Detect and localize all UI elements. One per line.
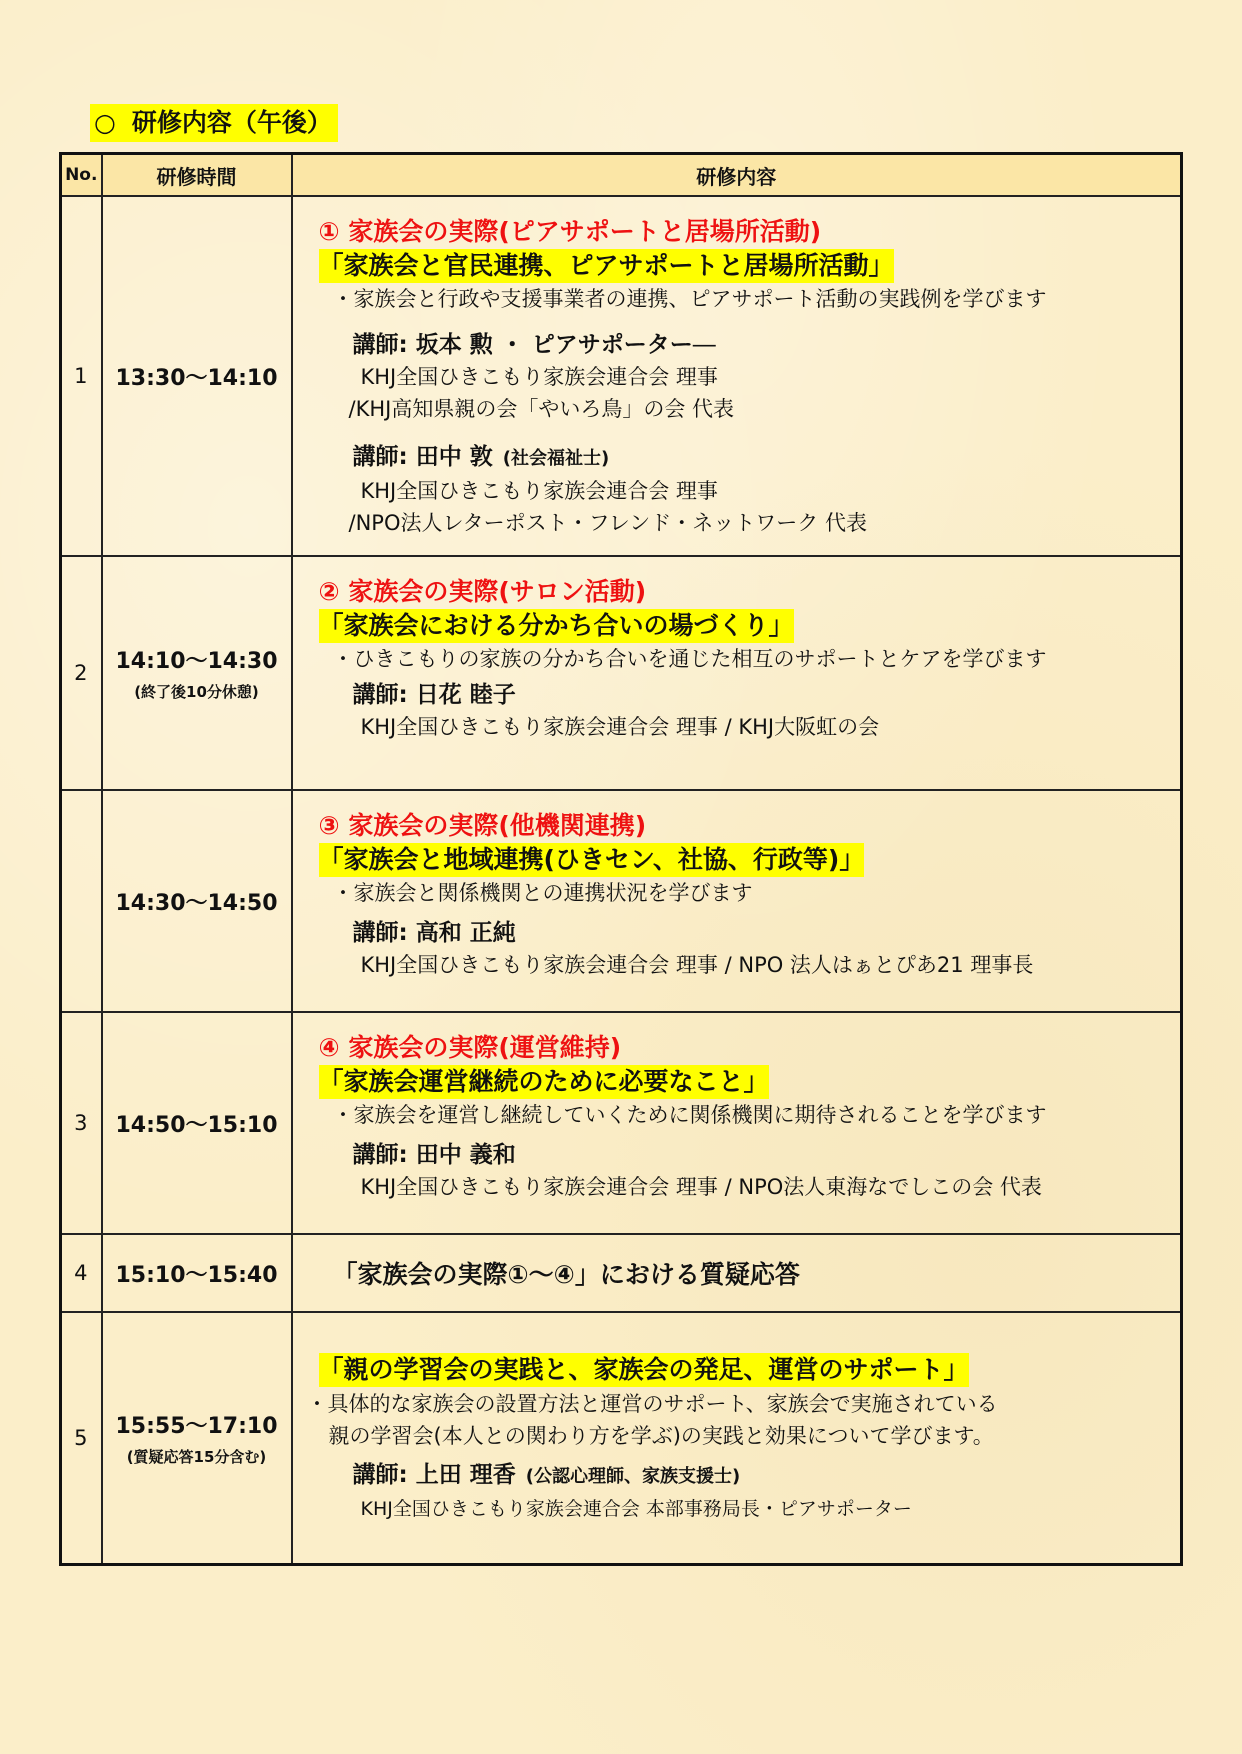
header-row [61, 154, 1182, 197]
table-row [61, 556, 1182, 790]
lecturer-affiliation: KHJ全国ひきこもり家族会連合会 理事 / NPO 法人はぁとぴあ21 理事長 [360, 953, 1034, 977]
heading-text: 研修内容（午後） [131, 108, 332, 137]
table-row [61, 1012, 1182, 1234]
row-time [102, 790, 292, 1012]
session-subtitle: 「家族会運営継続のために必要なこと」 [319, 1065, 769, 1099]
row-no [61, 790, 102, 1012]
time-text: 14:30〜14:50 [115, 890, 278, 916]
row-time [102, 1312, 292, 1564]
header-content: 研修内容 [292, 154, 1182, 197]
time-note: (終了後10分休憩) [134, 683, 259, 701]
session-description: ・ひきこもりの家族の分かち合いを通じた相互のサポートとケアを学びます [332, 647, 1047, 671]
table-row [61, 1312, 1182, 1564]
lecturer-name: 講師: 日花 睦子 [352, 682, 516, 708]
row-time [102, 1012, 292, 1234]
session-title: ② 家族会の実際(サロン活動) [318, 577, 647, 606]
session-subtitle: 「家族会と官民連携、ピアサポートと居場所活動」 [319, 249, 894, 283]
row-no: 5 [61, 1312, 102, 1564]
row-content [292, 1312, 1182, 1564]
session-subtitle: 「親の学習会の実践と、家族会の発足、運営のサポート」 [319, 1353, 969, 1387]
row-content [292, 790, 1182, 1012]
session-subtitle: 「家族会における分かち合いの場づくり」 [319, 609, 794, 643]
session-subtitle: 「家族会と地域連携(ひきセン、社協、行政等)」 [319, 843, 865, 877]
schedule-table [59, 152, 1183, 1566]
lecturer-name: 講師: 坂本 勲 ・ ピアサポーター― [352, 332, 716, 358]
section-heading [90, 104, 338, 142]
time-text: 13:30〜14:10 [115, 365, 278, 391]
time-text: 15:10〜15:40 [115, 1262, 278, 1288]
session-title: ③ 家族会の実際(他機関連携) [318, 811, 647, 840]
lecturer-block [353, 917, 1171, 981]
lecturer-block [353, 679, 1171, 743]
lecturer-block [348, 441, 1171, 539]
row-time [102, 556, 292, 790]
row-content [292, 1012, 1182, 1234]
session-description: ・家族会を運営し継続していくために関係機関に期待されることを学びます [332, 1103, 1047, 1127]
row-content [292, 1234, 1182, 1312]
row-no: 4 [61, 1234, 102, 1312]
time-text: 14:10〜14:30 [115, 649, 278, 674]
session-description: ・家族会と行政や支援事業者の連携、ピアサポート活動の実践例を学びます [332, 287, 1047, 311]
lecturer-role: (公認心理師、家族支援士) [525, 1466, 741, 1487]
header-no: No. [61, 154, 102, 197]
lecturer-affiliation: KHJ全国ひきこもり家族会連合会 理事 [360, 479, 718, 503]
lecturer-name [353, 1459, 1171, 1493]
circle-mark: ○ [94, 108, 116, 137]
row-time [102, 1234, 292, 1312]
lecturer-role: (社会福祉士) [502, 448, 610, 469]
lecturer-name: 講師: 高和 正純 [352, 920, 516, 946]
lecturer-block [348, 329, 1171, 425]
time-text: 14:50〜15:10 [115, 1112, 278, 1138]
lecturer-name: 講師: 田中 義和 [352, 1142, 516, 1168]
session-title: ④ 家族会の実際(運営維持) [318, 1033, 622, 1062]
time-note: (質疑応答15分含む) [126, 1447, 267, 1466]
row-no: 2 [61, 556, 102, 790]
row-no: 1 [61, 196, 102, 556]
lecturer-name [353, 441, 1171, 475]
table-row [61, 1234, 1182, 1312]
header-time: 研修時間 [102, 154, 292, 197]
row-time [102, 196, 292, 556]
row-no: 3 [61, 1012, 102, 1234]
lecturer-name-text: 講師: 田中 敦 [352, 444, 493, 470]
session-description: ・家族会と関係機関との連携状況を学びます [332, 881, 753, 905]
qa-title: 「家族会の実際①〜④」における質疑応答 [332, 1260, 800, 1289]
lecturer-block [353, 1459, 1171, 1525]
time-text: 15:55〜17:10 [115, 1413, 278, 1439]
lecturer-affiliation: KHJ全国ひきこもり家族会連合会 理事 / NPO法人東海なでしこの会 代表 [360, 1175, 1042, 1199]
lecturer-affiliation: KHJ全国ひきこもり家族会連合会 理事 [360, 365, 718, 389]
lecturer-affiliation-2: /NPO法人レターポスト・フレンド・ネットワーク 代表 [348, 511, 867, 535]
session-description-2: 親の学習会(本人との関わり方を学ぶ)の実践と効果について学びます。 [328, 1424, 994, 1448]
session-title: ① 家族会の実際(ピアサポートと居場所活動) [318, 217, 822, 246]
lecturer-affiliation-2: /KHJ高知県親の会「やいろ鳥」の会 代表 [348, 397, 735, 421]
lecturer-affiliation: KHJ全国ひきこもり家族会連合会 本部事務局長・ピアサポーター [360, 1498, 912, 1520]
lecturer-name-text: 講師: 坂本 勲 ・ ピアサポーター [352, 332, 693, 358]
session-description: ・具体的な家族会の設置方法と運営のサポート、家族会で実施されている [306, 1392, 998, 1416]
lecturer-block [353, 1139, 1171, 1203]
row-content [292, 196, 1182, 556]
lecturer-affiliation: KHJ全国ひきこもり家族会連合会 理事 / KHJ大阪虹の会 [360, 715, 880, 739]
row-content [292, 556, 1182, 790]
table-row [61, 196, 1182, 556]
lecturer-name-text: 講師: 上田 理香 [352, 1462, 516, 1488]
table-row [61, 790, 1182, 1012]
